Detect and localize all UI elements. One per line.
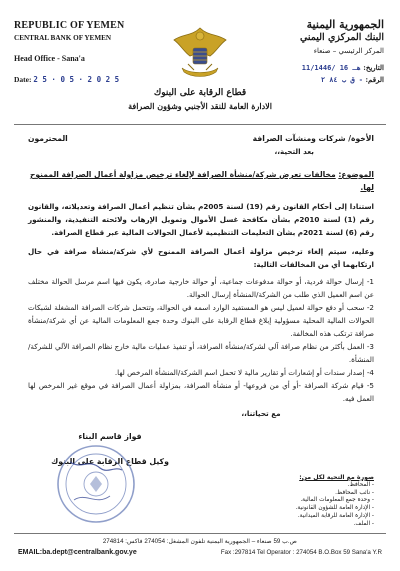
violation-item: 4- إصدار سندات أو إشعارات أو تقارير مالية لا تحمل اسم الشركة/المنشأة المرخص لها. <box>114 368 374 377</box>
sector-name: قطاع الرقابة على البنوك <box>153 88 247 98</box>
violations-intro: وعليه، سيتم إلغاء ترخيص مزاولة أعمال الصرافة الممنوح لأي شركة/منشأة صرافة في حال ارتكابهما أي من المخالفات التالية: <box>28 247 374 269</box>
copies-heading: صورة مع التحية لكل من: <box>299 474 374 481</box>
english-office: Head Office - Sana'a <box>14 54 85 63</box>
arabic-bank-name: البنك المركزي اليمني <box>299 32 384 43</box>
copy-recipient: - وحدة جمع المعلومات المالية. <box>300 497 374 504</box>
footer <box>18 538 382 556</box>
copy-recipient: - المحافظ. <box>347 481 374 488</box>
copy-recipient: - الإدارة العامة للرقابة الميدانية. <box>297 512 374 519</box>
greeting: بعد التحية،، <box>274 147 314 156</box>
signatory-title: وكيل قطاع الرقابة على البنوك <box>51 457 169 466</box>
subject-label: الموضوع: <box>338 170 374 179</box>
legal-basis-paragraph: استنادا إلى أحكام القانون رقم (19) لسنة 2005م بشأن تنظيم أعمال الصرافة وتعديلاته، والقانون رقم (1) لسنة 2010م بشأن مكافحة غسل الأموال وتمويل الإرهاب ولائحته التنفيذية، والمنشور رقم (6) لسنة 2021م بشأن التعليمات التنظيمية لأعمال الحوالات المالية عبر قطاع الصرافة. <box>28 202 374 237</box>
copy-recipient: - نائب المحافظ. <box>335 489 374 496</box>
arabic-date <box>274 63 384 72</box>
english-header <box>14 20 144 84</box>
violation-item: 3- العمل بأكثر من نظام صرافة آلي لشركة/منشأة الصرافة، أو تنفيذ عمليات مالية خارج نظام الصرافة الآلي للشركة/المنشأة. <box>28 342 374 364</box>
reference-number <box>274 75 384 84</box>
violations-list <box>28 275 374 405</box>
reference-value: ق ب ٨٤ ٢ - <box>320 76 364 84</box>
addressee-row <box>28 132 374 145</box>
header-divider <box>14 124 386 125</box>
closing: مع تحياتنا،، <box>241 409 281 418</box>
yemen-eagle-emblem-icon <box>168 22 232 86</box>
violation-item: 5- قيام شركة الصرافة -أو أي من فروعها- أو منشأة الصرافة، بمزاولة أعمال الصرافة في موقع غير المرخص لها العمل فيه. <box>28 381 374 403</box>
english-date-value: 2 5 · 0 5 · 2 0 2 5 <box>33 75 120 84</box>
copy-recipient: - الإدارة العامة للشؤون القانونية. <box>295 505 374 512</box>
arabic-office: المركز الرئيسي – صنعاء <box>313 47 384 55</box>
copies-to <box>244 474 374 529</box>
department-name: الادارة العامة للنقد الأجنبي وشؤون الصرافة <box>128 101 272 111</box>
footer-fax-tel: Fax :297814 Tel Operator : 274054 B.O.Box 59 Sana'a Y.R <box>220 549 382 556</box>
english-bank-name: CENTRAL BANK OF YEMEN <box>14 34 112 42</box>
arabic-header <box>274 18 384 84</box>
english-country: REPUBLIC OF YEMEN <box>14 20 125 31</box>
copy-recipient: - الملف. <box>353 520 374 527</box>
footer-email: EMAIL:ba.dept@centralbank.gov.ye <box>18 549 137 556</box>
arabic-date-label: التاريخ: <box>363 63 384 72</box>
subject-text: مخالفات تعرض شركة/منشأة الصرافة لإلغاء ترخيص مزاولة أعمال الصرافة الممنوح لها. <box>29 170 374 192</box>
footer-english-contact <box>18 549 382 556</box>
signatory-name: فواز قاسم البناء <box>78 432 142 441</box>
footer-divider <box>14 533 386 534</box>
violation-item: 2- سحب أو دفع حوالة لعميل ليس هو المستفيد الوارد اسمه في الحوالة، وتتحمل شركات الصرافة المشغلة لشبكات الحوالات المالية المحلية مسؤولية إبلاغ قطاع الرقابة على البنوك وحدة جمع المعلومات المالية عن أي شركة/منشأة صرافة ترتكب هذه المخالفة. <box>28 303 374 338</box>
official-stamp-icon <box>52 440 140 528</box>
letter-body <box>28 132 374 420</box>
addressee: الأخوة/ شركات ومنشآت الصرافة <box>252 134 374 143</box>
english-date <box>14 75 144 84</box>
arabic-country: الجمهورية اليمنية <box>306 18 384 31</box>
violation-item: 1- إرسال حوالة فردية، أو حوالة مدفوعات جماعية، أو حوالة خارجية صادرة، يكون فيها اسم مرسل الحوالة مختلف عن اسم العميل الذي طلب من الشركة/المنشأة إرسال الحوالة. <box>28 277 374 299</box>
subject-line <box>28 168 374 194</box>
issuing-department <box>120 88 280 111</box>
english-date-label: Date: <box>14 75 32 84</box>
footer-arabic-contact: ص.ب 59 صنعاء – الجمهورية اليمنية تلفون المشغل: 274054 فاكس: 274814 <box>102 538 298 545</box>
reference-label: الرقم: <box>365 75 384 84</box>
arabic-date-value: 11/1446/ 16 هـ <box>301 64 361 72</box>
respected: المحترمون <box>28 134 68 143</box>
